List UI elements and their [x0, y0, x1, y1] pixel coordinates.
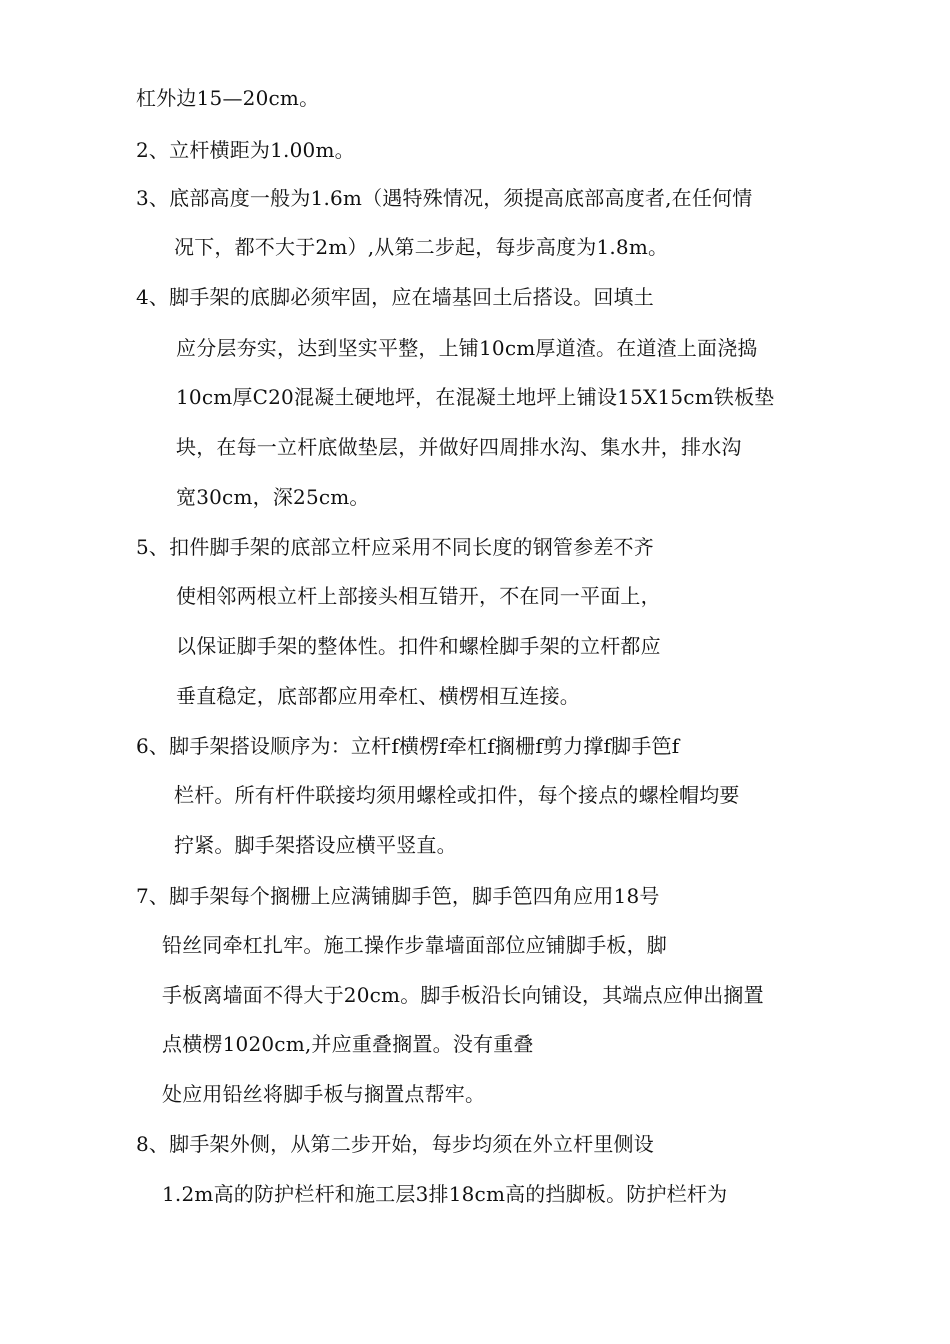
text-line-11: 使相邻两根立杆上部接头相互错开，不在同一平面上， [176, 584, 661, 608]
text-line-13: 垂直稳定，底部都应用牵杠、横楞相互连接。 [176, 684, 580, 708]
text-line-23: 1.2m高的防护栏杆和施工层3排18cm高的挡脚板。防护栏杆为 [162, 1182, 728, 1206]
text-line-12: 以保证脚手架的整体性。扣件和螺栓脚手架的立杆都应 [176, 634, 661, 658]
text-line-3: 3、底部高度一般为1.6m（遇特殊情况，须提高底部高度者,在任何情 [136, 186, 753, 210]
text-line-19: 手板离墙面不得大于20cm。脚手板沿长向铺设，其端点应伸出搁置 [162, 983, 764, 1007]
text-line-9: 宽30cm，深25cm。 [176, 485, 370, 509]
text-line-16: 拧紧。脚手架搭设应横平竖直。 [174, 833, 457, 857]
text-line-15: 栏杆。所有杆件联接均须用螺栓或扣件，每个接点的螺栓帽均要 [174, 783, 740, 807]
text-line-7: 10cm厚C20混凝土硬地坪，在混凝土地坪上铺设15X15cm铁板垫 [176, 385, 775, 409]
text-line-21: 处应用铅丝将脚手板与搁置点帮牢。 [162, 1082, 486, 1106]
text-line-17: 7、脚手架每个搁栅上应满铺脚手笆，脚手笆四角应用18号 [136, 884, 660, 908]
text-line-4: 况下，都不大于2m）,从第二步起，每步高度为1.8m。 [174, 235, 669, 259]
text-line-2: 2、立杆横距为1.00m。 [136, 138, 355, 162]
text-line-22: 8、脚手架外侧，从第二步开始，每步均须在外立杆里侧设 [136, 1132, 654, 1156]
text-line-8: 块，在每一立杆底做垫层，并做好四周排水沟、集水井，排水沟 [176, 435, 742, 459]
text-line-14: 6、脚手架搭设顺序为：立杆f横楞f牵杠f搁栅f剪力撑f脚手笆f [136, 734, 680, 758]
text-line-20: 点横楞1020cm,并应重叠搁置。没有重叠 [162, 1032, 534, 1056]
text-line-10: 5、扣件脚手架的底部立杆应采用不同长度的钢管参差不齐 [136, 535, 654, 559]
text-line-5: 4、脚手架的底脚必须牢固，应在墙基回土后搭设。回填土 [136, 285, 654, 309]
text-line-18: 铅丝同牵杠扎牢。施工操作步靠墙面部位应铺脚手板，脚 [162, 933, 667, 957]
text-line-6: 应分层夯实，达到坚实平整，上铺10cm厚道渣。在道渣上面浇捣 [176, 336, 758, 360]
text-line-1: 杠外边15—20cm。 [136, 86, 320, 110]
